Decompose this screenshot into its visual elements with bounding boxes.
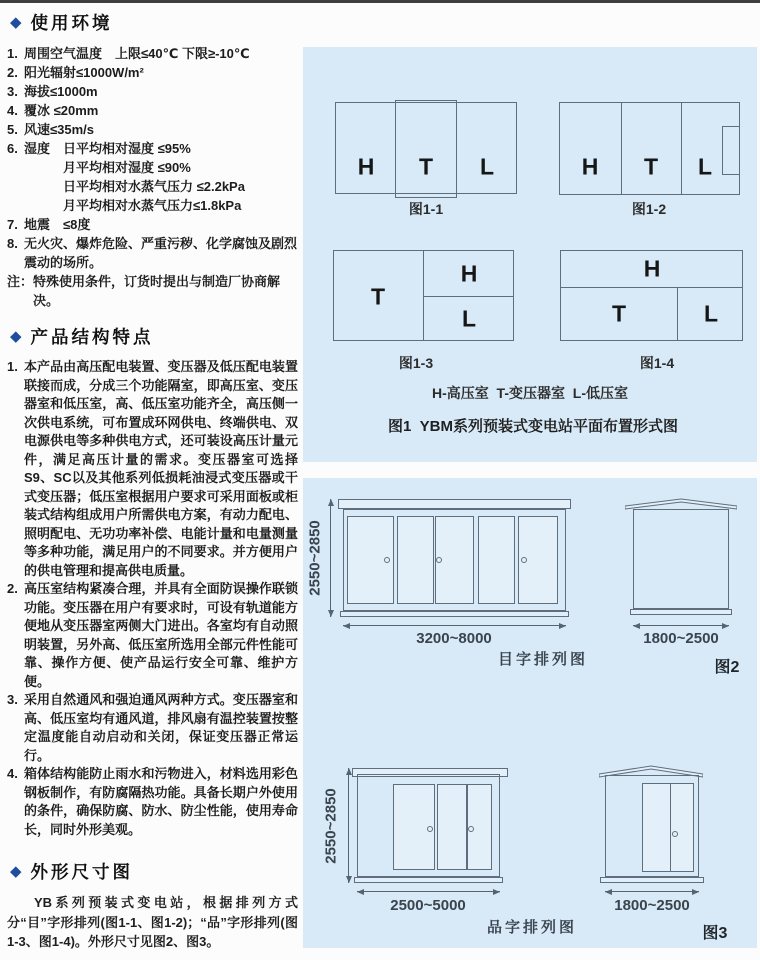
door-handle bbox=[468, 826, 474, 832]
cell-label-t: T bbox=[611, 300, 627, 327]
door-panel bbox=[437, 784, 467, 870]
figure23-panel bbox=[303, 478, 757, 948]
cell-label-h: H bbox=[643, 255, 661, 282]
cabinet-front-view bbox=[357, 774, 500, 877]
item-text: 海拔≤1000m bbox=[24, 84, 98, 99]
divider-line bbox=[561, 287, 742, 288]
list-item bbox=[7, 63, 298, 82]
cell-label-t: T bbox=[370, 283, 386, 310]
cell-label-h: H bbox=[357, 153, 375, 180]
plinth bbox=[354, 877, 503, 883]
dimension-line bbox=[348, 768, 349, 883]
item-number: 3. bbox=[7, 692, 18, 707]
sub-item-text: 月平均相对湿度 ≤90% bbox=[63, 160, 191, 175]
dimension-label: 1800~2500 bbox=[614, 897, 690, 914]
figure3-caption: 品字排列图 bbox=[486, 919, 578, 936]
item-text: 本产品由高压配电装置、变压器及低压配电装置联接而成，分成三个功能隔室，即高压室、变压器室和低压室，高、低压室功能齐全，高压侧一次供电系统，可布置成环网供电、终端供电、双电源供电等多种供电方式，还可装设高压计量元件，满足高压计量的需求。变压器室可选择S9、SC以及其他系列低损耗油浸式变压器或干式变压器；低压室根据用户要求可采用面板或柜装式结构组成用户所需供电方案，有动力配电、照明配电、无功功率补偿、电能计量和电量测量等多种功能，满足用户的不同要求。并方便用户的供电管理和提高供电质量。 bbox=[24, 359, 298, 578]
figure2-label: 图2 bbox=[714, 659, 740, 676]
list-item bbox=[7, 120, 298, 139]
section-title-outline: 外形尺寸图 bbox=[30, 862, 134, 882]
item-text: 风速≤35m/s bbox=[24, 122, 94, 137]
item-number: 7. bbox=[7, 217, 18, 232]
dimension-line bbox=[357, 891, 500, 892]
sub-item-text: 月平均相对水蒸气压力≤1.8kPa bbox=[63, 198, 242, 213]
item-number: 2. bbox=[7, 581, 18, 596]
section-heading-usage bbox=[10, 10, 298, 35]
dimension-line bbox=[343, 625, 566, 626]
figure1-panel bbox=[303, 47, 757, 462]
figure2-caption: 目字排列图 bbox=[497, 651, 589, 668]
list-item bbox=[7, 82, 298, 101]
sub-item-text: 日平均相对水蒸气压力 ≤2.2kPa bbox=[63, 179, 245, 194]
list-item bbox=[7, 139, 298, 158]
usage-note bbox=[7, 272, 298, 310]
note-text: 特殊使用条件，订货时提出与制造厂协商解决。 bbox=[33, 274, 281, 308]
outline-paragraph: YB系列预装式变电站，根据排列方式分“目”字形排列(图1-1、图1-2)；“品”字形排列(图1-3、图1-4)。外形尺寸见图2、图3。 bbox=[7, 895, 298, 949]
section-heading-outline bbox=[10, 859, 298, 884]
item-number: 4. bbox=[7, 766, 18, 781]
list-item bbox=[7, 234, 298, 272]
divider-line bbox=[621, 103, 622, 194]
item-text: 覆冰 ≤20mm bbox=[24, 103, 99, 118]
list-item bbox=[7, 580, 298, 691]
list-item bbox=[7, 765, 298, 839]
figure1-title: 图1 YBM系列预装式变电站平面布置形式图 bbox=[387, 418, 679, 435]
item-number: 1. bbox=[7, 359, 18, 374]
figure-caption: 图1-1 bbox=[408, 201, 444, 217]
dimension-line bbox=[633, 625, 729, 626]
diamond-icon: ◆ bbox=[10, 14, 22, 31]
section-title-features: 产品结构特点 bbox=[30, 327, 154, 347]
dimension-line bbox=[605, 891, 699, 892]
list-item bbox=[7, 358, 298, 580]
figure1-legend: H-高压室 T-变压器室 L-低压室 bbox=[432, 385, 628, 401]
figure-1-1-box bbox=[335, 102, 517, 194]
dimension-label: 2500~5000 bbox=[390, 897, 466, 914]
plinth bbox=[340, 611, 569, 617]
list-item bbox=[7, 691, 298, 765]
diamond-icon: ◆ bbox=[10, 863, 22, 880]
item-text: 湿度 日平均相对湿度 ≤95% bbox=[24, 141, 191, 156]
usage-list bbox=[7, 44, 298, 310]
door-divider bbox=[670, 784, 671, 871]
transformer-cell bbox=[395, 100, 457, 198]
door-handle bbox=[436, 557, 442, 563]
item-number: 2. bbox=[7, 65, 18, 80]
item-text: 周围空气温度 上限≤40℃ 下限≥-10℃ bbox=[24, 46, 250, 61]
figure-1-2-box bbox=[559, 102, 740, 195]
section-heading-features bbox=[10, 324, 298, 349]
page-top-border bbox=[0, 0, 760, 3]
features-list bbox=[7, 358, 298, 839]
item-number: 1. bbox=[7, 46, 18, 61]
item-number: 3. bbox=[7, 84, 18, 99]
plinth bbox=[630, 609, 732, 615]
item-text: 地震 ≤8度 bbox=[24, 217, 91, 232]
cell-label-l: L bbox=[703, 300, 719, 327]
figure3-label: 图3 bbox=[702, 925, 728, 942]
cabinet-side-view bbox=[605, 775, 699, 877]
item-number: 8. bbox=[7, 236, 18, 251]
roof-slab bbox=[338, 499, 571, 509]
door-handle bbox=[521, 557, 527, 563]
door-handle bbox=[384, 557, 390, 563]
dimension-label: 1800~2500 bbox=[643, 630, 719, 647]
dimension-label: 2550~2850 bbox=[322, 788, 340, 864]
item-number: 6. bbox=[7, 141, 18, 156]
note-label: 注： bbox=[7, 274, 34, 289]
plinth bbox=[600, 877, 704, 883]
item-text: 箱体结构能防止雨水和污物进入，材料选用彩色钢板制作，有防腐隔热功能。具备长期户外使用的条件，确保防腐、防水、防尘性能，使用寿命长，同时外形美观。 bbox=[24, 766, 298, 837]
divider-line bbox=[681, 103, 682, 194]
figure-1-4-box bbox=[560, 250, 743, 341]
door-handle bbox=[672, 831, 678, 837]
door-handle bbox=[427, 826, 433, 832]
figure-caption: 图1-2 bbox=[631, 201, 667, 217]
figure-caption: 图1-3 bbox=[398, 355, 434, 371]
dimension-label: 2550~2850 bbox=[306, 520, 324, 596]
list-item bbox=[7, 215, 298, 234]
item-text: 无火灾、爆炸危险、严重污秽、化学腐蚀及剧烈震动的场所。 bbox=[24, 236, 298, 270]
figure-caption: 图1-4 bbox=[639, 355, 675, 371]
section-title-usage: 使用环境 bbox=[30, 13, 113, 33]
item-number: 5. bbox=[7, 122, 18, 137]
cell-label-l: L bbox=[479, 153, 495, 180]
cabinet-front-view bbox=[343, 509, 566, 611]
item-number: 4. bbox=[7, 103, 18, 118]
door-panel bbox=[397, 516, 434, 604]
item-text: 阳光辐射≤1000W/m² bbox=[24, 65, 144, 80]
list-item bbox=[7, 101, 298, 120]
cabinet-side-view bbox=[633, 509, 729, 609]
niche-box bbox=[722, 126, 740, 175]
left-column bbox=[7, 10, 298, 952]
cell-label-l: L bbox=[461, 305, 477, 332]
door-panel bbox=[642, 783, 694, 872]
diamond-icon: ◆ bbox=[10, 328, 22, 345]
cell-label-l: L bbox=[697, 153, 713, 180]
cell-label-h: H bbox=[460, 260, 478, 287]
list-item bbox=[7, 44, 298, 63]
figure-1-3-box bbox=[333, 250, 514, 341]
cell-label-t: T bbox=[418, 153, 434, 180]
cell-label-h: H bbox=[581, 153, 599, 180]
item-text: 高压室结构紧凑合理，并具有全面防误操作联锁功能。变压器在用户有要求时，可设有轨道能方便地从变压器室两侧大门进出。各室均有自动照明装置，另外高、低压室所选用全部元件性能可靠、操作方便、使产品运行安全可靠、维护方便。 bbox=[24, 581, 298, 689]
divider-line bbox=[423, 296, 513, 297]
item-text: 采用自然通风和强迫通风两种方式。变压器室和高、低压室均有通风道，排风扇有温控装置按整定温度能自动启动和关闭，保证变压器正常运行。 bbox=[24, 692, 298, 763]
divider-line bbox=[677, 287, 678, 340]
dimension-line bbox=[330, 499, 331, 617]
dimension-label: 3200~8000 bbox=[416, 630, 492, 647]
cell-label-t: T bbox=[643, 153, 659, 180]
door-panel bbox=[478, 516, 515, 604]
